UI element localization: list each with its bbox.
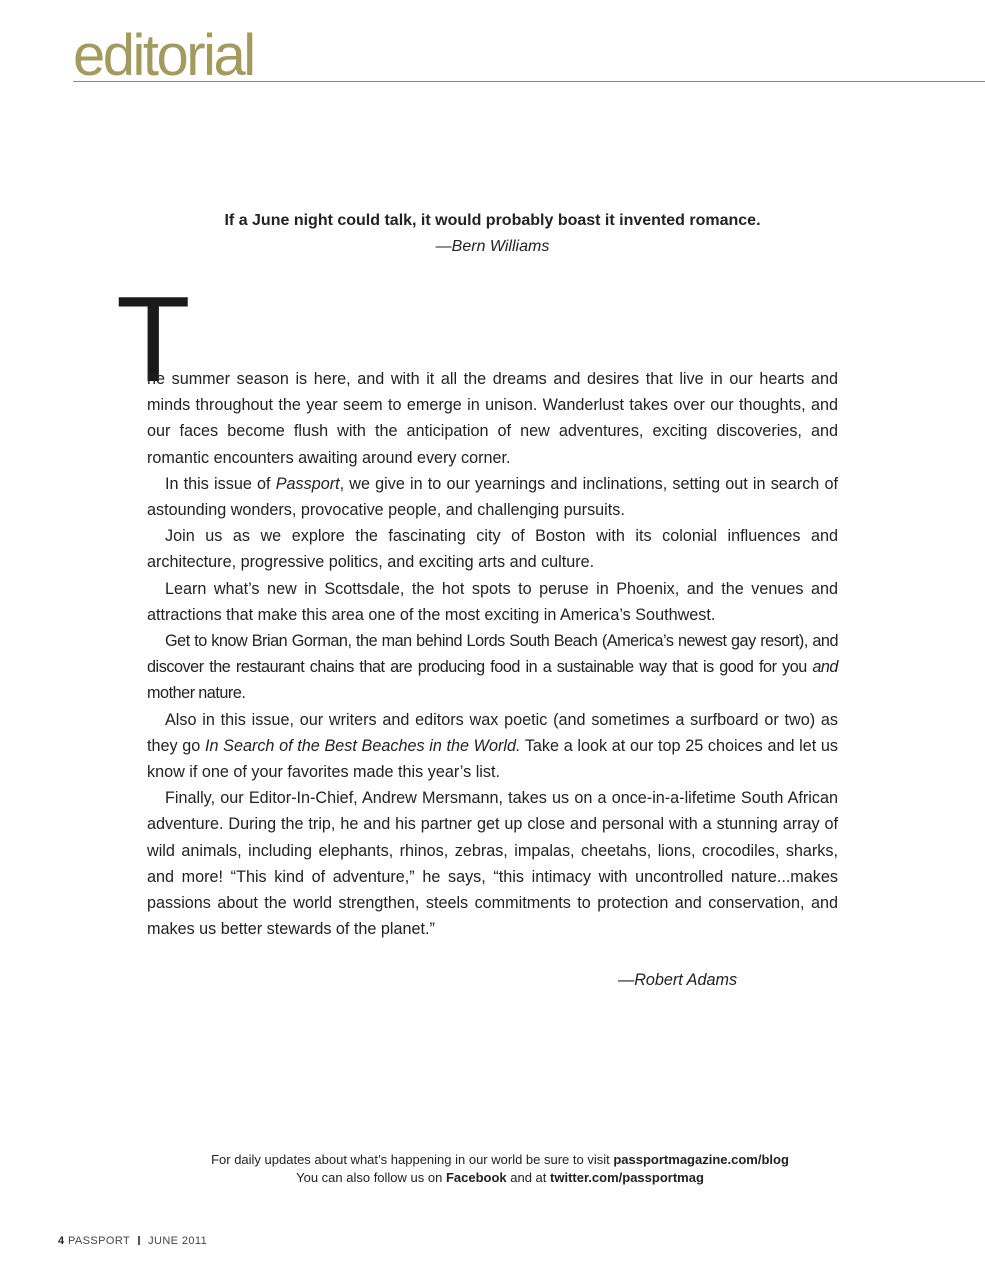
p6-text-a: Also in this issue, our writers and editors wax poetic (and sometimes a surfboard or two) as they go bbox=[147, 710, 838, 755]
page-folio bbox=[58, 1234, 207, 1248]
blog-link[interactable]: passportmagazine.com/blog bbox=[613, 1152, 789, 1167]
footer-social-text-a: You can also follow us on bbox=[296, 1169, 446, 1185]
footer-social-text-b: and at bbox=[506, 1169, 551, 1185]
drop-cap: T bbox=[116, 271, 191, 407]
p6-text-b: Take a look at our top 25 choices and let us know if one of your favorites made this year’s list. bbox=[147, 736, 839, 782]
title-rule bbox=[73, 81, 985, 82]
footer-line-blog bbox=[100, 1151, 900, 1169]
footer-line-social bbox=[100, 1169, 900, 1187]
page-number: 4 bbox=[58, 1235, 65, 1247]
facebook-link[interactable]: Facebook bbox=[445, 1169, 507, 1185]
paragraph-safari: Finally, our Editor-In-Chief, Andrew Mersmann, takes us on a once-in-a-lifetime South African adventure. During the trip, he and his partner get up close and personal with a stunning array of wild animals, including elephants, rhinos, zebras, impalas, cheetahs, lions, crocodiles, sharks, and more! “This kind of adventure,” he says, “this intimacy with uncontrolled nature...makes passions about the world strengthen, steels commitments to protection and conservation, and makes us better stewards of the planet.” bbox=[147, 789, 838, 939]
p5-italic: and bbox=[812, 658, 838, 677]
epigraph-quote: If a June night could talk, it would probably boast it invented romance. bbox=[224, 212, 761, 229]
article-body bbox=[147, 366, 838, 942]
paragraph-beaches bbox=[147, 707, 838, 786]
folio-separator bbox=[138, 1236, 140, 1245]
section-title: editorial bbox=[73, 23, 254, 88]
magazine-name: Passport bbox=[275, 474, 340, 493]
footer-blog-text: For daily updates about what’s happening in our world be sure to visit bbox=[211, 1152, 614, 1167]
editor-signature: —Robert Adams bbox=[618, 971, 738, 989]
p2-text-a: In this issue of bbox=[165, 474, 276, 493]
paragraph-boston: Join us as we explore the fascinating city of Boston with its colonial influences and architecture, progressive politics, and exciting arts and culture. bbox=[147, 527, 838, 572]
p2-text-b: , we give in to our yearnings and inclinations, setting out in search of astounding wonders, provocative people, and challenging pursuits. bbox=[147, 474, 838, 520]
epigraph bbox=[100, 208, 885, 260]
magazine-title: PASSPORT bbox=[68, 1235, 131, 1247]
paragraph-gorman bbox=[147, 628, 838, 707]
paragraph-scottsdale: Learn what’s new in Scottsdale, the hot spots to peruse in Phoenix, and the venues and attractions that make this area one of the most exciting in America’s Southwest. bbox=[147, 579, 838, 624]
p5-text-a: Get to know Brian Gorman, the man behind Lords South Beach (America’s newest gay resort), and discover the restaurant chains that are producing food in a sustainable way that is good for you bbox=[147, 632, 838, 677]
twitter-link[interactable]: twitter.com/passportmag bbox=[550, 1169, 704, 1185]
p5-text-b: mother nature. bbox=[147, 684, 246, 703]
epigraph-attribution: —Bern Williams bbox=[435, 238, 550, 255]
beaches-feature-title: In Search of the Best Beaches in the World. bbox=[204, 736, 521, 755]
footer-note bbox=[100, 1151, 900, 1186]
paragraph-intro: he summer season is here, and with it all the dreams and desires that live in our hearts and minds throughout the year seem to emerge in unison. Wanderlust takes over our thoughts, and our faces become flush with the anticipation of new adventures, exciting discoveries, and romantic encounters awaiting around every corner. bbox=[147, 370, 838, 467]
issue-date: JUNE 2011 bbox=[148, 1235, 208, 1247]
paragraph-issue bbox=[147, 471, 838, 523]
